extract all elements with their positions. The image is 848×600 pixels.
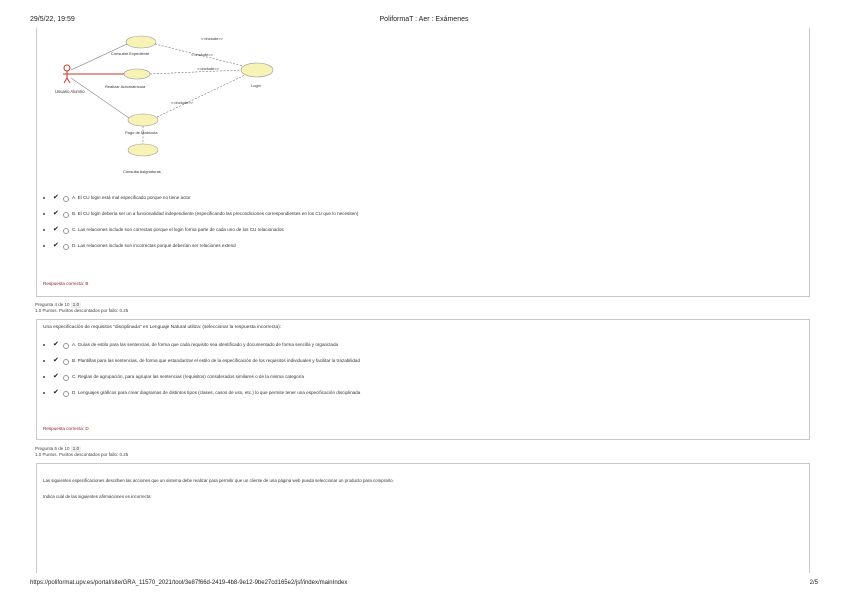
actor-label: Usuario Alumno (55, 89, 85, 94)
question-paragraph-2: Indica cuál de las siguientes afirmaciones es incorrecta: (43, 494, 152, 499)
option-d (43, 389, 803, 397)
bullet-dot (43, 213, 45, 215)
radio-button[interactable] (63, 375, 69, 381)
option-text: C. Las relaciones include son correctas porque el login forma parte de cada uno de los CU relacionados (72, 227, 284, 232)
option-d (43, 242, 803, 250)
include-lines (143, 44, 245, 144)
bullet-dot (43, 392, 45, 394)
question-4-info (35, 302, 128, 314)
radio-button[interactable] (63, 244, 69, 250)
score-badge: 1.0 (72, 446, 80, 451)
print-title: PoliformaT : Aer : Exámenes (379, 16, 469, 23)
usecase-consulta (128, 144, 158, 156)
points-text: 1.0 Puntos. Puntos descontados por fallo: 0.25 (35, 308, 129, 313)
question-text: Una especificación de requisitos "disciplinada" en Lenguaje Natural utiliza: (seleccionar la respuesta incorrecta): (43, 325, 282, 330)
option-text: C. Reglas de agrupación, para agrupar las sentencias (requisitos) considerados similares o de la misma categoría (72, 374, 305, 379)
check-icon: ✔ (53, 194, 59, 201)
question-4-box (36, 319, 810, 440)
radio-button[interactable] (63, 212, 69, 218)
usecase-middle (124, 69, 150, 79)
question-4-options (43, 341, 803, 397)
question-3-box (36, 28, 810, 297)
print-header (30, 16, 818, 28)
check-icon: ✔ (53, 389, 59, 396)
print-url: https://poliformat.upv.es/portal/site/GRA_11570_2021/tool/3e87f66d-2419-4b8-9e12-9be27cd165e2/jsf/index/mainIndex (30, 580, 348, 586)
usecase-login (241, 63, 273, 77)
usecase-consultar-expediente-label: Consultar Expediente (111, 51, 150, 56)
correct-answer: Respuesta correcta: B (43, 281, 89, 286)
usecase-middle-label: Realizar Automatrícula (105, 84, 146, 89)
usecase-pago-label: Pago de Matrícula (125, 130, 158, 135)
question-3-options (43, 194, 803, 250)
check-icon: ✔ (53, 357, 59, 364)
include-label-2: <<include>> (191, 52, 214, 57)
points-text: 1.0 Puntos. Puntos descontados por fallo: 0.25 (35, 452, 129, 457)
bullet-dot (43, 245, 45, 247)
bullet-dot (43, 376, 45, 378)
score-badge: 1.0 (72, 302, 80, 307)
usecase-pago (128, 114, 158, 126)
option-text: B. El CU login debería ser un a funcionalidad independiente (especificando las precondiciones correspondientes en los CU que lo necesiten) (72, 211, 359, 216)
radio-button[interactable] (63, 228, 69, 234)
question-5-box (36, 463, 810, 573)
check-icon: ✔ (53, 341, 59, 348)
usecase-login-label: Login (251, 83, 261, 88)
include-label-3: <<include>> (197, 66, 220, 71)
radio-button[interactable] (63, 359, 69, 365)
option-text: A. El CU login está mal especificado porque no tiene actor (72, 195, 191, 200)
option-c (43, 373, 803, 381)
radio-button[interactable] (63, 391, 69, 397)
check-icon: ✔ (53, 226, 59, 233)
correct-answer: Respuesta correcta: D (43, 426, 89, 431)
page-number: 2/5 (809, 580, 818, 586)
bullet-dot (43, 229, 45, 231)
check-icon: ✔ (53, 210, 59, 217)
question-paragraph-1: Las siguientes especificaciones describen las acciones que un sistema debe realizar para permitir que un cliente de una página web pueda seleccionar un producto para comprarlo. (43, 478, 394, 483)
check-icon: ✔ (53, 242, 59, 249)
include-label-1: <<include>> (201, 36, 224, 41)
question-5-info (35, 446, 128, 458)
print-footer (30, 580, 818, 592)
option-text: B. Plantillas para las sentencias, de forma que estandarizar el estilo de la especificación de los requisitos individuales y facilitar la trazabilidad (72, 358, 361, 363)
bullet-dot (43, 197, 45, 199)
actor-icon (63, 65, 71, 83)
option-text: D. Las relaciones include son incorrectas porque deberían ser relaciones extend (72, 243, 236, 248)
option-b (43, 210, 803, 218)
include-label-4: <<include>> (171, 100, 194, 105)
option-b (43, 357, 803, 365)
option-a (43, 341, 803, 349)
question-label: Pregunta 5 de 10 (35, 446, 70, 451)
radio-button[interactable] (63, 343, 69, 349)
option-text: A. Guías de estilo para las sentencias, de forma que cada requisito sea identificado y documentado de forma sencilla y organizada (72, 342, 339, 347)
usecase-consulta-label: Consulta Asignaturas (123, 169, 161, 174)
bullet-dot (43, 360, 45, 362)
option-text: D. Lenguajes gráficos para crear diagramas de distintos tipos (clases, casos de uso, etc.) lo que permite tener una especificación disciplinada (72, 390, 361, 395)
print-datetime: 29/5/22, 19:59 (30, 16, 75, 23)
use-case-diagram (51, 30, 311, 180)
radio-button[interactable] (63, 196, 69, 202)
option-c (43, 226, 803, 234)
check-icon: ✔ (53, 373, 59, 380)
question-label: Pregunta 4 de 10 (35, 302, 70, 307)
bullet-dot (43, 344, 45, 346)
usecase-consultar-expediente (126, 36, 156, 48)
option-a (43, 194, 803, 202)
